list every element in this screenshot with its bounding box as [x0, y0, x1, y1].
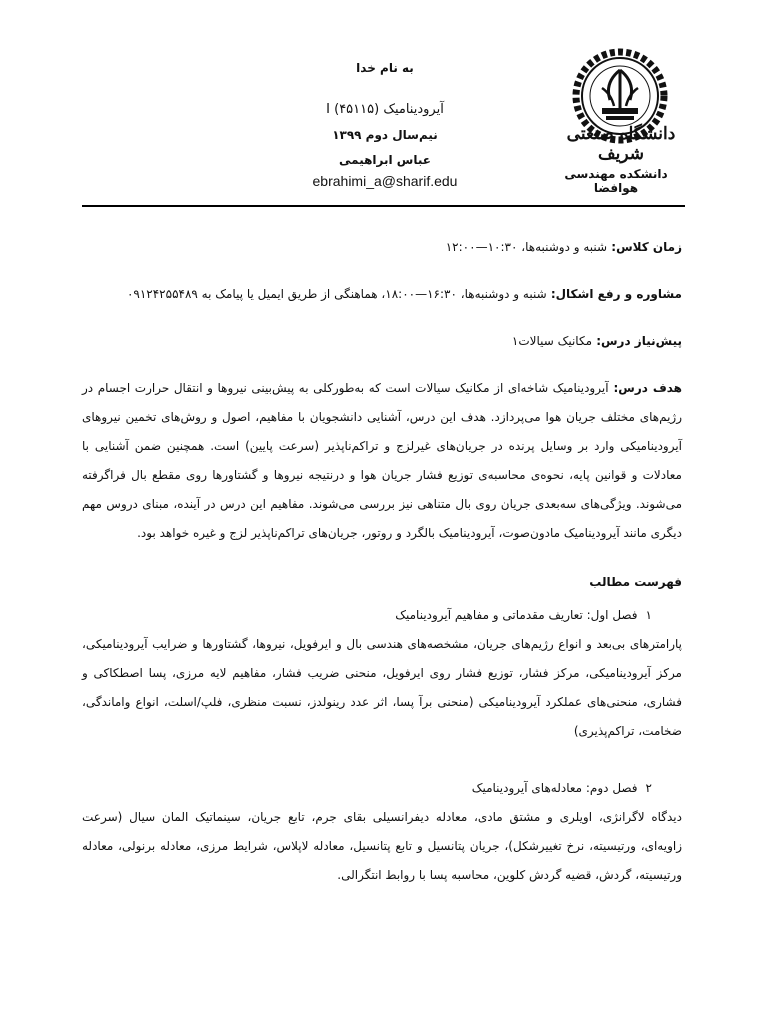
chapter-description: پارامترهای بی‌بعد و انواع رژیم‌های جریان، مشخصه‌های هندسی بال و ایرفویل، نیروها، گشتاورها و ضرایب آیرودینامیکی، مرکز آیرودینامیکی، مرکز فشار، توزیع فشار روی ایرفویل، منحنی ضریب فشار، مفاهیم لایه مرزی، پسا اصطکاکی و فشاری، منحنی‌های عملکرد آیرودینامیکی (منحنی برآ پسا، اثر عدد رینولدز، نسبت منظری، فلپ/اسلت، انواع واماندگی، ضخامت، تراکم‌پذیری): [82, 637, 682, 738]
toc-title: فهرست مطالب: [589, 575, 682, 589]
instructor-email[interactable]: ebrahimi_a@sharif.edu: [312, 173, 458, 189]
chapter-item: [82, 774, 682, 890]
goal-label: هدف درس: [618, 381, 683, 395]
header-divider: [82, 205, 685, 207]
prerequisite-value: مکانیک سیالات۱: [511, 334, 593, 348]
term-label: نیم‌سال دوم ۱۳۹۹: [332, 128, 438, 142]
chapter-heading: [82, 774, 682, 803]
course-header: [270, 60, 500, 190]
syllabus-body: [82, 233, 682, 890]
faculty-name: دانشکده مهندسی هوافضا: [564, 167, 668, 195]
goal-text: آیرودینامیک شاخه‌ای از مکانیک سیالات است که به‌طورکلی به پیش‌بینی نیروها و انتقال حرارت اجسام در رژیم‌های مختلف جریان هوا می‌پردازد. هدف این درس، آشنایی دانشجویان با مفاهیم، اصول و روش‌های تخمین نیروهای آیرودینامیکی وارد بر وسایل پرنده در جریان‌های غیرلزج و تراکم‌ناپذیر (سرعت پایین) است. همچنین ضمن آشنایی با معادلات و قوانین پایه، نحوه‌ی محاسبه‌ی توزیع فشار جریان هوا و درنتیجه نیروها و گشتاورها روی مقطع بال فراگرفته می‌شوند. ویژگی‌های سه‌بعدی جریان روی بال متناهی نیز بررسی می‌شوند. مفاهیم این درس در آینده، مبنای دروس مهم دیگری مانند آیرودینامیک مادون‌صوت، آیرودینامیک بالگرد و روتور، جریان‌های تراکم‌ناپذیر لزج و غیره خواهد بود.: [82, 381, 682, 540]
chapter-heading: [82, 601, 682, 630]
class-time-row: زمان کلاس: شنبه و دوشنبه‌ها، ۱۰:۳۰—۱۲:۰۰: [445, 240, 682, 254]
chapter-description: دیدگاه لاگرانژی، اویلری و مشتق مادی، معادله دیفرانسیلی بقای جرم، تابع جریان، سینماتیک المان سیال (سرعت زاویه‌ای، ورتیسیته، نرخ تغییرشکل)، جریان پتانسیل و تابع پتانسیل، معادله لاپلاس، شرایط مرزی، معادله برنولی، معادله ورتیسیته، گردش، قضیه گردش کلوین، محاسبه پسا با روابط انتگرالی.: [82, 810, 682, 882]
chapter-title: فصل اول: تعاریف مقدماتی و مفاهیم آیرودینامیک: [395, 608, 638, 622]
class-time-value: شنبه و دوشنبه‌ها، ۱۰:۳۰—۱۲:۰۰: [445, 240, 608, 254]
office-hours-label: مشاوره و رفع اشکال: [555, 287, 682, 301]
basmala: به نام خدا: [356, 61, 414, 75]
chapter-number: ۱: [645, 608, 652, 622]
chapter-number: ۲: [645, 781, 652, 795]
prerequisite-label: پیش‌نیاز درس: [601, 334, 682, 348]
class-time-label: زمان کلاس: [616, 240, 682, 254]
instructor-name: عباس ابراهیمی: [339, 153, 431, 167]
course-goal: هدف درس: آیرودینامیک شاخه‌ای از مکانیک سیالات است که به‌طورکلی به پیش‌بینی نیروها و انتقال حرارت اجسام در رژیم‌های مختلف جریان هوا می‌پردازد. هدف این درس، آشنایی دانشجویان با مفاهیم، اصول و روش‌های تخمین نیروهای آیرودینامیکی وارد بر وسایل پرنده در جریان‌های غیرلزج و تراکم‌ناپذیر (سرعت پایین) است. همچنین ضمن آشنایی با معادلات و قوانین پایه، نحوه‌ی محاسبه‌ی توزیع فشار جریان هوا و درنتیجه نیروها و گشتاورها روی مقطع بال فراگرفته می‌شوند. ویژگی‌های سه‌بعدی جریان روی بال متناهی نیز بررسی می‌شوند. مفاهیم این درس در آینده، مبنای دروس مهم دیگری مانند آیرودینامیک مادون‌صوت، آیرودینامیک بالگرد و روتور، جریان‌های تراکم‌ناپذیر لزج و غیره خواهد بود.: [82, 381, 683, 540]
prerequisite-row: پیش‌نیاز درس: مکانیک سیالات۱: [511, 334, 682, 348]
chapter-title: فصل دوم: معادله‌های آیرودینامیک: [471, 781, 638, 795]
university-name: دانشگاه صنعتی شریف: [566, 124, 676, 164]
chapter-item: [82, 601, 682, 746]
office-hours-value: شنبه و دوشنبه‌ها، ۱۶:۳۰—۱۸:۰۰، هماهنگی از طریق ایمیل یا پیامک به ۰۹۱۲۴۲۵۵۴۸۹: [126, 287, 547, 301]
course-title: آیرودینامیک I (۴۵۱۱۵): [326, 102, 444, 117]
office-hours-row: مشاوره و رفع اشکال: شنبه و دوشنبه‌ها، ۱۶:۳۰—۱۸:۰۰، هماهنگی از طریق ایمیل یا پیامک به ۰۹۱۲۴۲۵۵۴۸۹: [126, 287, 682, 301]
